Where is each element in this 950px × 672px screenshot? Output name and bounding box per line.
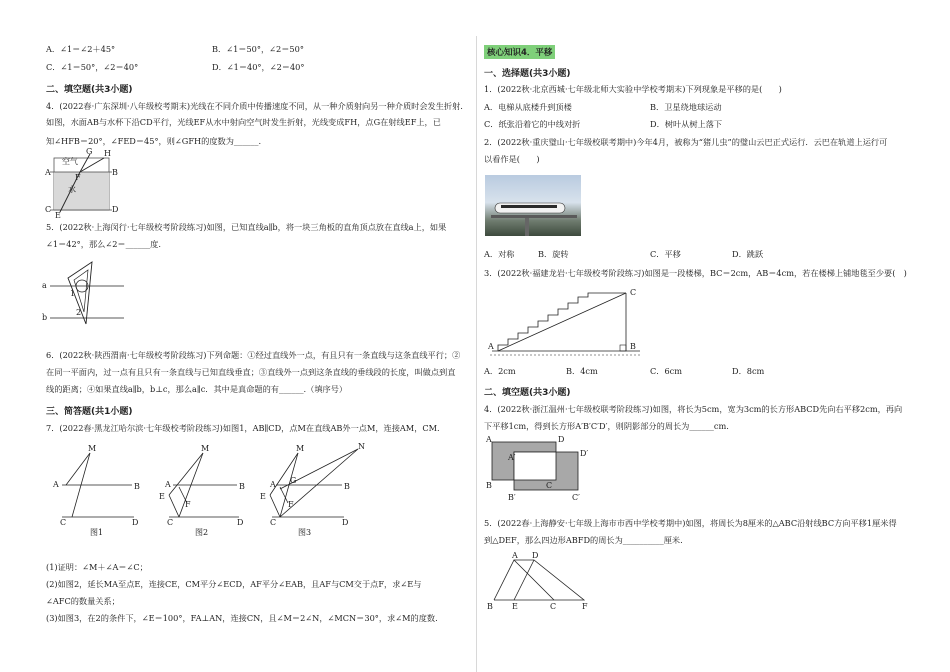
r-question-2-line2: 以看作是( ) <box>484 154 540 164</box>
question-6-line3: 线的距离；④如果直线a∥b，b⊥c，那么a∥c．其中是真命题的有______.（填序号） <box>46 384 348 394</box>
r-question-4-line1: 4．(2022秋·浙江温州·七年级校联考阶段练习)如图，将长为5cm，宽为3cm的长方形ABCD先向右平移2cm，再向 <box>484 404 903 414</box>
line-b-label: b <box>42 313 48 322</box>
rect-C-prime: C′ <box>572 493 580 502</box>
fig3-N: N <box>358 442 365 451</box>
label-C: C <box>45 205 52 214</box>
q4-option-b: B．∠1＝50°，∠2＝50° <box>212 44 304 54</box>
trap-A: A <box>512 551 518 560</box>
q4-option-a: A．∠1＝∠2＋45° <box>46 44 116 54</box>
section-answer-heading: 三、简答题(共1小题) <box>46 407 133 417</box>
r-q3-option-a: A．2cm <box>484 366 516 376</box>
question-5-line2: ∠1＝42°，那么∠2＝______度. <box>46 239 161 249</box>
stairs-figure <box>486 285 646 357</box>
r-question-3: 3．(2022秋·福建龙岩·七年级校考阶段练习)如图是一段楼梯，BC＝2cm，AB＝4cm，若在楼梯上铺地毯至少要( ) <box>484 268 907 278</box>
fig3-G: G <box>290 476 297 485</box>
question-7-part2b: ∠AFC的数量关系； <box>46 596 120 606</box>
r-q1-option-c: C．纸张沿着它的中线对折 <box>484 119 581 129</box>
fig2-E: E <box>159 492 165 501</box>
figure-1 <box>52 445 152 535</box>
core-knowledge-tag: 核心知识4．平移 <box>484 45 555 59</box>
trap-E: E <box>512 602 518 611</box>
label-B: B <box>112 168 118 177</box>
water-cup-figure <box>45 147 119 220</box>
section-fill-in-heading: 二、填空题(共3小题) <box>46 85 133 95</box>
fig2-D: D <box>237 518 244 527</box>
trap-C: C <box>550 602 557 611</box>
fig2-B: B <box>239 482 245 491</box>
fig1-A: A <box>53 480 59 489</box>
fig3-E: E <box>260 492 266 501</box>
angle-1-label: 1 <box>70 289 76 298</box>
rect-B-prime: B′ <box>508 493 516 502</box>
question-5-line1: 5．(2022秋·上海闵行·七年级校考阶段练习)如图，已知直线a∥b，将一块三角板的直角顶点放在直线a上，如果 <box>46 222 447 232</box>
fig2-M: M <box>201 444 210 453</box>
r-q2-option-a: A．对称 <box>484 249 515 259</box>
question-6-line2: 在同一平面内，过一点有且只有一条直线与已知直线垂直；③直线外一点到这条直线的垂线段的长度，叫做点到直 <box>46 367 456 377</box>
label-H: H <box>104 149 111 158</box>
fig1-C: C <box>60 518 67 527</box>
fig1-D: D <box>132 518 139 527</box>
fig1-B: B <box>134 482 140 491</box>
figure-3 <box>258 442 368 537</box>
fig3-C: C <box>270 518 277 527</box>
trap-B: B <box>487 602 493 611</box>
monorail-photo <box>485 175 581 236</box>
r-q3-option-b: B．4cm <box>566 366 598 376</box>
fig1-caption: 图1 <box>90 528 104 537</box>
r-question-5-line2: 到△DEF，那么四边形ABFD的周长为__________厘米. <box>484 535 683 545</box>
r-question-4-line2: 下平移1cm，得到长方形A′B′C′D′，则阴影部分的周长为______cm. <box>484 421 729 431</box>
question-7-part2a: (2)如图2，延长MA至点E，连接CE，CM平分∠ECD，AF平分∠EAB，且AF与CM交于点F，求∠E与 <box>46 579 422 589</box>
r-q1-option-d: D．树叶从树上落下 <box>650 119 723 129</box>
fig2-caption: 图2 <box>195 528 209 537</box>
label-A: A <box>45 168 51 177</box>
stairs-A: A <box>488 342 494 351</box>
r-q2-option-c: C．平移 <box>650 249 681 259</box>
r-q3-option-d: D．8cm <box>732 366 765 376</box>
question-4-line2: 如图，水面AB与水杯下沿CD平行，光线EF从水中射向空气时发生折射，光线变成FH，点G在射线EF上，已 <box>46 117 441 127</box>
question-7-part1: (1)证明：∠M＋∠A＝∠C； <box>46 562 148 572</box>
set-square-figure <box>42 256 126 324</box>
q4-option-c: C．∠1＝50°，∠2＝40° <box>46 62 139 72</box>
fig2-A: A <box>165 480 171 489</box>
angle-2-label: 2 <box>76 308 82 317</box>
fig2-C: C <box>167 518 174 527</box>
r-q3-option-c: C．6cm <box>650 366 683 376</box>
rect-C: C <box>546 481 553 490</box>
rectangles-figure <box>486 436 596 510</box>
fig3-A: A <box>270 480 276 489</box>
r-q1-option-a: A．电梯从底楼升到顶楼 <box>484 102 572 112</box>
label-F: F <box>75 173 81 182</box>
fig3-caption: 图3 <box>298 528 312 537</box>
rect-A-prime: A′ <box>508 453 516 462</box>
fig3-F: F <box>288 500 294 509</box>
fig3-D: D <box>342 518 349 527</box>
question-4-line1: 4．(2022春·广东深圳·八年级校考期末)光线在不同介质中传播速度不同，从一种介质射向另一种介质时会发生折射. <box>46 101 463 111</box>
r-question-5-line1: 5．(2022春·上海静安·七年级上海市市西中学校考期中)如图，将周长为8厘米的△ABC沿射线BC方向平移1厘米得 <box>484 518 897 528</box>
question-7-part3: (3)如图3，在2的条件下，∠E＝100°，FA⊥AN，连接CN，且∠M＝2∠N，∠MCN＝30°，求∠M的度数. <box>46 613 438 623</box>
label-water: 水 <box>68 185 76 194</box>
rect-B: B <box>486 481 492 490</box>
fig1-M: M <box>88 444 97 453</box>
column-divider <box>476 36 477 672</box>
rect-D: D <box>558 435 565 444</box>
question-6-line1: 6．(2022秋·陕西渭南·七年级校考阶段练习)下列命题：①经过直线外一点，有且只有一条直线与这条直线平行；② <box>46 350 461 360</box>
r-section-fill-in-heading: 二、填空题(共3小题) <box>484 388 571 398</box>
r-q2-option-b: B．旋转 <box>538 249 569 259</box>
fig3-M: M <box>296 444 305 453</box>
r-question-2-line1: 2．(2022秋·重庆璧山·七年级校联考期中)今年4月，被称为“猪儿虫”的璧山云巴正式运行．云巴在轨道上运行可 <box>484 137 888 147</box>
label-air: 空气 <box>62 157 78 166</box>
label-E: E <box>55 211 61 220</box>
question-7-line1: 7．(2022春·黑龙江哈尔滨·七年级校考阶段练习)如图1，AB∥CD，点M在直线AB外一点M，连接AM，CM. <box>46 423 440 433</box>
label-G: G <box>86 147 93 156</box>
stairs-C: C <box>630 288 637 297</box>
q4-option-d: D．∠1＝40°，∠2＝40° <box>212 62 305 72</box>
fig2-F: F <box>185 500 191 509</box>
section-choice-heading: 一、选择题(共3小题) <box>484 69 571 79</box>
trap-F: F <box>582 602 588 611</box>
trap-D: D <box>532 551 539 560</box>
stairs-B: B <box>630 342 636 351</box>
rect-A: A <box>486 435 492 444</box>
r-q1-option-b: B．卫星绕地球运动 <box>650 102 722 112</box>
translated-triangle-figure <box>486 552 606 614</box>
figure-2 <box>155 445 255 535</box>
r-q2-option-d: D．跳跃 <box>732 249 764 259</box>
fig3-B: B <box>344 482 350 491</box>
line-a-label: a <box>42 281 47 290</box>
r-question-1: 1．(2022秋·北京西城·七年级北师大实验中学校考期末)下列现象是平移的是( ) <box>484 84 782 94</box>
question-4-line3: 知∠HFB＝20°，∠FED＝45°，则∠GFH的度数为______. <box>46 136 262 146</box>
label-D: D <box>112 205 119 214</box>
monorail-train-icon <box>485 175 581 236</box>
rect-D-prime: D′ <box>580 449 589 458</box>
